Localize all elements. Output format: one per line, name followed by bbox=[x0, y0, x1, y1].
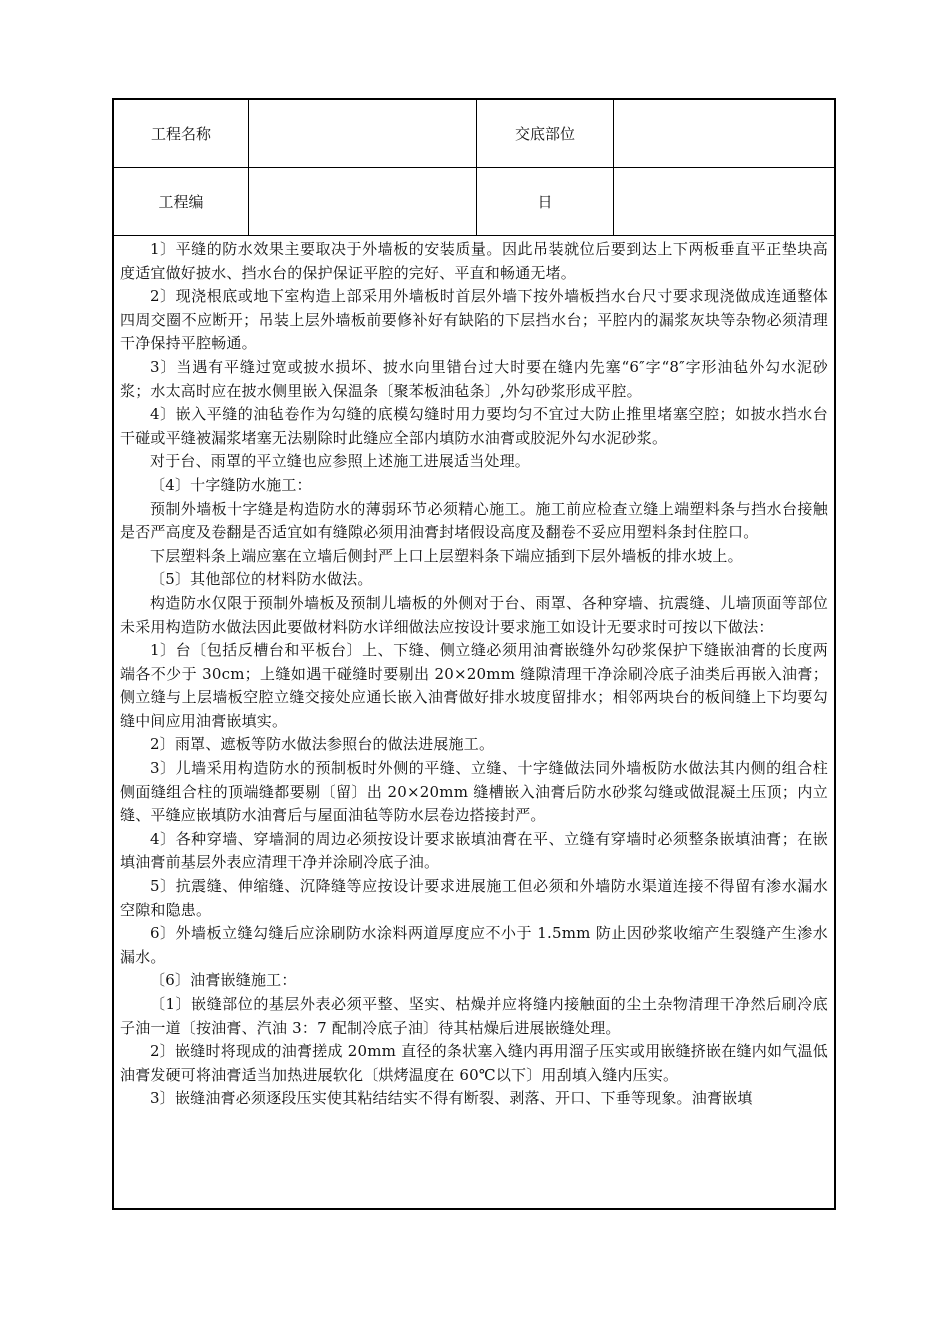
location-value bbox=[614, 100, 836, 167]
paragraph: 对于台、雨罩的平立缝也应参照上述施工进展适当处理。 bbox=[150, 452, 531, 471]
paragraph: 预制外墙板十字缝是构造防水的薄弱环节必须精心施工。施工前应检查立缝上端塑料条与挡水台接触是否严高度及卷翻是否适宜如有缝隙必须用油膏封堵假设高度及翻卷不妥应用塑料条封住腔口。 bbox=[120, 499, 828, 542]
project-no-value bbox=[249, 168, 477, 235]
paragraph: 3〕当遇有平缝过宽或披水损坏、披水向里错台过大时要在缝内先塞“6″字“8″字形油毡外勾水泥砂浆；水太高时应在披水侧里嵌入保温条〔聚苯板油毡条〕,外勾砂浆形成平腔。 bbox=[120, 357, 828, 400]
disclosure-content bbox=[120, 238, 828, 1208]
project-no-label: 工程编 bbox=[114, 168, 249, 235]
paragraph: 3〕嵌缝油膏必须逐段压实使其粘结结实不得有断裂、剥落、开口、下垂等现象。油膏嵌填 bbox=[150, 1089, 753, 1108]
paragraph: 1〕台〔包括反槽台和平板台〕上、下缝、侧立缝必须用油膏嵌缝外勾砂浆保护下缝嵌油膏的长度两端各不少于 30cm；上缝如遇干碰缝时要剔出 20×20mm 缝隙清理干净涂刷冷底子油类后再嵌入油膏；侧立缝与上层墙板空腔立缝交接处应通长嵌入油膏做好排水坡度留排水；相邻两块台的板间缝上下均要勾缝中间应用油膏嵌填实。 bbox=[120, 641, 828, 730]
location-label: 交底部位 bbox=[477, 100, 614, 167]
paragraph: 5〕抗震缝、伸缩缝、沉降缝等应按设计要求进展施工但必须和外墙防水渠道连接不得留有渗水漏水空隙和隐患。 bbox=[120, 877, 828, 919]
paragraph: 4〕嵌入平缝的油毡卷作为勾缝的底模勾缝时用力要均匀不宜过大防止推里堵塞空腔；如披水挡水台干碰或平缝被漏浆堵塞无法剔除时此缝应全部内填防水油膏或胶泥外勾水泥砂浆。 bbox=[120, 405, 828, 447]
paragraph: 4〕各种穿墙、穿墙洞的周边必须按设计要求嵌填油膏在平、立缝有穿墙时必须整条嵌填油膏；在嵌填油膏前基层外表应清理干净并涂刷冷底子油。 bbox=[120, 829, 828, 872]
section-heading: 〔4〕十字缝防水施工： bbox=[150, 475, 312, 494]
paragraph: 6〕外墙板立缝勾缝后应涂刷防水涂料两道厚度应不小于 1.5mm 防止因砂浆收缩产生裂缝产生渗水漏水。 bbox=[120, 924, 828, 966]
paragraph: 2〕嵌缝时将现成的油膏搓成 20mm 直径的条状塞入缝内再用溜子压实或用嵌缝挤嵌在缝内如气温低油膏发硬可将油膏适当加热进展软化〔烘烤温度在 60℃以下〕用刮填入缝内压实。 bbox=[120, 1042, 828, 1084]
paragraph: 1〕平缝的防水效果主要取决于外墙板的安装质量。因此吊装就位后要到达上下两板垂直平正垫块高度适宜做好披水、挡水台的保护保证平腔的完好、平直和畅通无堵。 bbox=[120, 240, 828, 282]
header-row-1 bbox=[114, 100, 834, 168]
paragraph: 2〕现浇根底或地下室构造上部采用外墙板时首层外墙下按外墙板挡水台尺寸要求现浇做成连通整体四周交圈不应断开；吊装上层外墙板前要修补好有缺陷的下层挡水台；平腔内的漏浆灰块等杂物必须清理干净保持平腔畅通。 bbox=[120, 287, 828, 353]
paragraph: 3〕儿墙采用构造防水的预制板时外侧的平缝、立缝、十字缝做法同外墙板防水做法其内侧的组合柱侧面缝组合柱的顶端缝都要剔〔留〕出 20×20mm 缝槽嵌入油膏后防水砂浆勾缝或做混凝土压顶；内立缝、平缝应嵌填防水油膏后与屋面油毡等防水层卷边搭接封严。 bbox=[120, 759, 828, 825]
date-label: 日 bbox=[477, 168, 614, 235]
project-name-value bbox=[249, 100, 477, 167]
date-value bbox=[614, 168, 836, 235]
paragraph: 下层塑料条上端应塞在立墙后侧封严上口上层塑料条下端应插到下层外墙板的排水坡上。 bbox=[150, 546, 743, 565]
paragraph: 构造防水仅限于预制外墙板及预制儿墙板的外侧对于台、雨罩、各种穿墙、抗震缝、儿墙顶面等部位未采用构造防水做法因此要做材料防水详细做法应按设计要求施工如设计无要求时可按以下做法： bbox=[120, 593, 828, 636]
paragraph: 2〕雨罩、遮板等防水做法参照台的做法进展施工。 bbox=[150, 735, 495, 754]
project-name-label: 工程名称 bbox=[114, 100, 249, 167]
header-row-2 bbox=[114, 168, 834, 236]
section-heading: 〔6〕油膏嵌缝施工： bbox=[150, 971, 297, 990]
paragraph: 〔1〕嵌缝部位的基层外表必须平整、坚实、枯燥并应将缝内接触面的尘土杂物清理干净然后刷冷底子油一道〔按油膏、汽油 3：7 配制冷底子油〕待其枯燥后进展嵌缝处理。 bbox=[120, 995, 828, 1037]
section-heading: 〔5〕其他部位的材料防水做法。 bbox=[150, 570, 373, 589]
disclosure-table bbox=[112, 98, 836, 1210]
